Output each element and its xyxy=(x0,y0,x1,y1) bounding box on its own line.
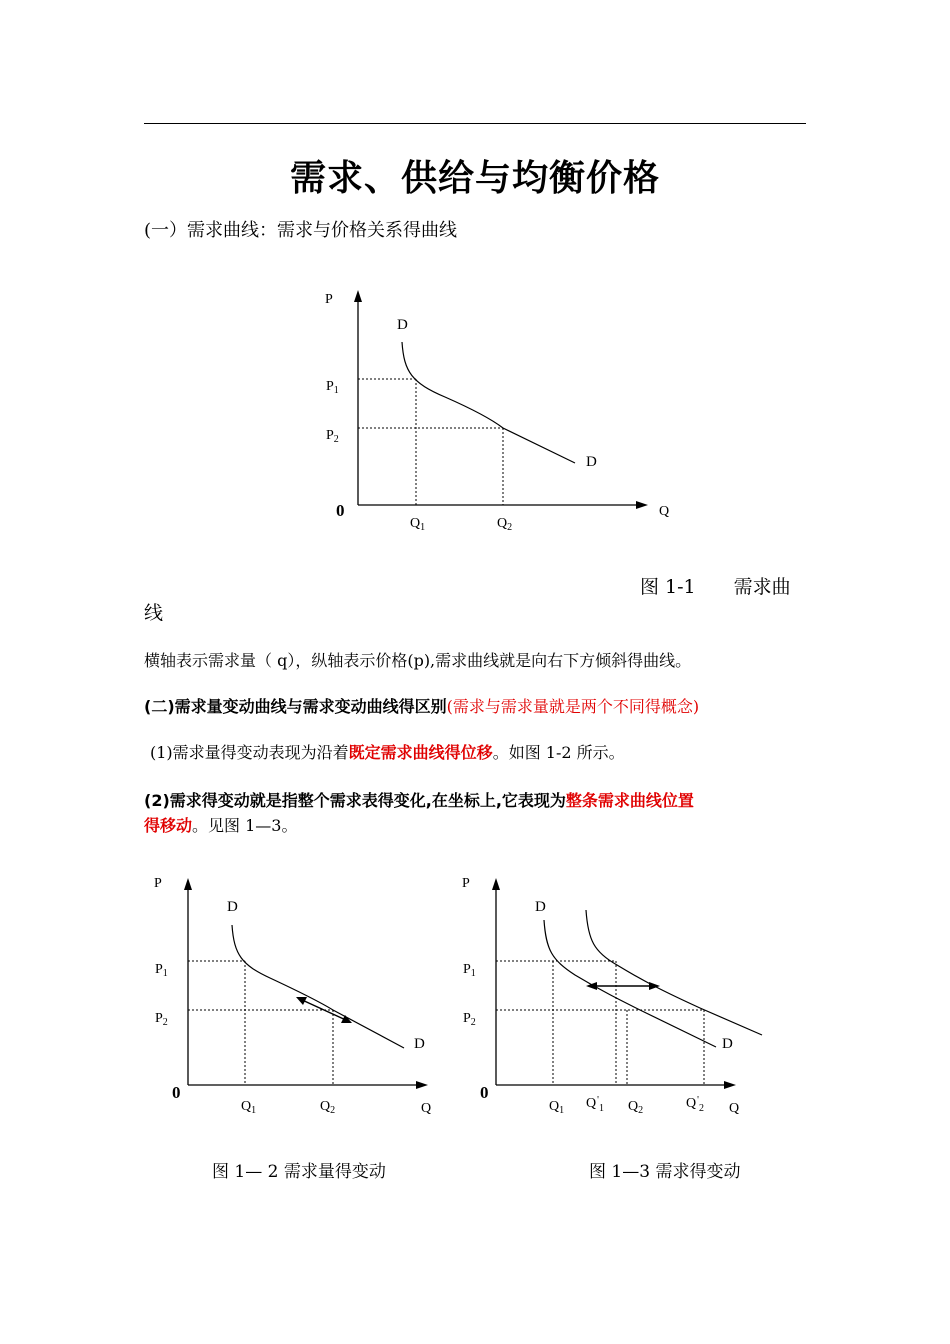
demand-curve-d xyxy=(232,925,404,1048)
curve-label-d-bottom: D xyxy=(722,1036,733,1052)
tick-label-q2: $Q_2$ xyxy=(628,1099,644,1116)
axis-label-p: P xyxy=(325,292,333,307)
curve-label-d-bottom: D xyxy=(586,454,597,470)
tick-label-q1: $Q_1$ xyxy=(241,1099,257,1116)
item-1-suffix: 。如图 1-2 所示。 xyxy=(492,743,625,762)
item-2 xyxy=(144,788,808,838)
axis-label-q: Q xyxy=(659,504,670,519)
figure-1-1-caption-b: 线 xyxy=(144,602,164,624)
demand-curve-d xyxy=(402,342,575,463)
figure-1-2-caption: 图 1— 2 需求量得变动 xyxy=(212,1162,386,1182)
curve-label-d-top: D xyxy=(397,317,408,333)
figure-1-3-caption: 图 1—3 需求得变动 xyxy=(589,1162,741,1182)
curve-label-d-top: D xyxy=(227,899,238,915)
tick-label-p1: $P_1$ xyxy=(326,379,339,396)
figure-1-1-caption-a: 图 1-1 需求曲 xyxy=(640,576,791,598)
tick-label-q2: $Q_2$ xyxy=(497,516,513,533)
axis-label-p: P xyxy=(462,876,470,891)
figure-1-1-demand-curve xyxy=(300,280,700,540)
tick-label-q1: $Q_1$ xyxy=(549,1099,565,1116)
movement-arrow xyxy=(300,999,348,1021)
item-2-suffix: 。见图 1—3。 xyxy=(192,816,298,835)
tick-label-p2: $P_2$ xyxy=(463,1011,476,1028)
item-1-emphasis: 既定需求曲线得位移 xyxy=(348,743,493,762)
axis-description: 横轴表示需求量（ q），纵轴表示价格(p),需求曲线就是向右下方倾斜得曲线。 xyxy=(144,651,692,670)
item-2-emphasis-b: 得移动 xyxy=(144,816,193,835)
tick-label-p1: $P_1$ xyxy=(463,962,476,979)
item-1-prefix: (1)需求量得变动表现为沿着 xyxy=(150,743,349,762)
tick-label-q1: $Q_1$ xyxy=(410,516,426,533)
tick-label-q1-prime: $Q'_1$ xyxy=(586,1095,604,1114)
figure-1-2-quantity-change xyxy=(140,860,450,1125)
top-rule xyxy=(144,123,806,124)
section2-heading-note: (需求与需求量就是两个不同得概念) xyxy=(446,697,700,716)
curve-label-d-bottom: D xyxy=(414,1036,425,1052)
shift-arrow-head-left xyxy=(586,982,597,990)
shift-arrow-head-right xyxy=(649,982,660,990)
section2-heading-main: (二)需求量变动曲线与需求变动曲线得区别 xyxy=(144,697,447,716)
axis-label-q: Q xyxy=(421,1101,432,1116)
tick-label-q2: $Q_2$ xyxy=(320,1099,336,1116)
axis-label-q: Q xyxy=(729,1101,740,1116)
tick-label-q2-prime: $Q'_2$ xyxy=(686,1095,704,1114)
item-1 xyxy=(150,740,625,763)
figure-1-3-demand-shift xyxy=(448,860,778,1125)
origin-label: 0 xyxy=(480,1083,489,1102)
demand-curve-d2 xyxy=(586,910,762,1035)
tick-label-p1: $P_1$ xyxy=(155,962,168,979)
origin-label: 0 xyxy=(336,501,345,520)
item-2-main: (2)需求得变动就是指整个需求表得变化,在坐标上,它表现为 xyxy=(144,791,566,810)
curve-label-d-top: D xyxy=(535,899,546,915)
page-title: 需求、供给与均衡价格 xyxy=(289,158,660,199)
tick-label-p2: $P_2$ xyxy=(326,428,339,445)
section1-heading: (一）需求曲线：需求与价格关系得曲线 xyxy=(144,220,458,241)
section2-heading xyxy=(144,694,699,717)
tick-label-p2: $P_2$ xyxy=(155,1011,168,1028)
origin-label: 0 xyxy=(172,1083,181,1102)
axis-label-p: P xyxy=(154,876,162,891)
demand-curve-d1 xyxy=(544,920,716,1047)
item-2-emphasis-a: 整条需求曲线位置 xyxy=(565,791,694,810)
